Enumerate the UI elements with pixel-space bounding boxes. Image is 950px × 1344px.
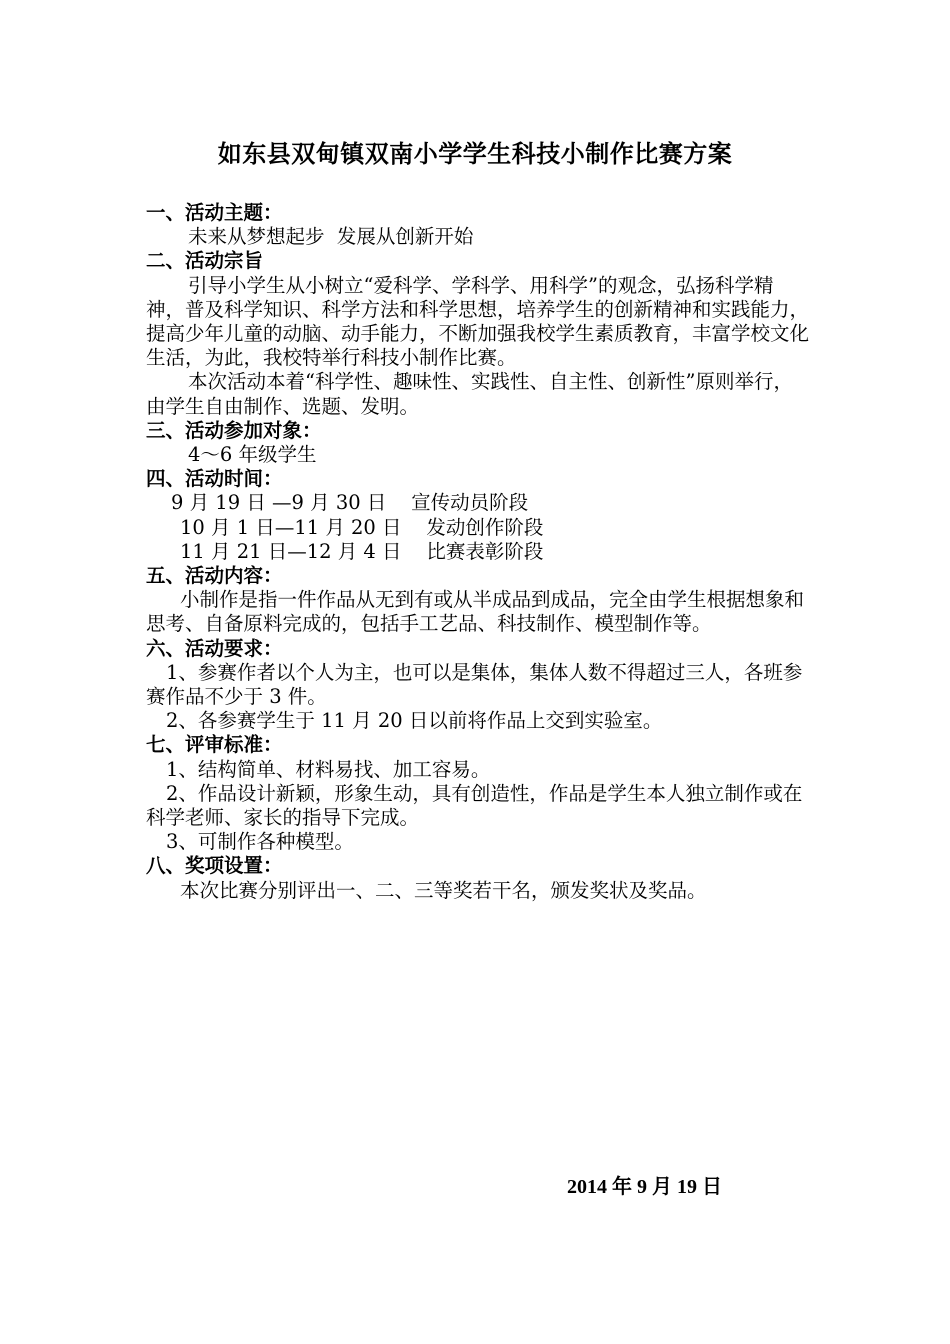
section-requirements-heading: 六、活动要求： [146,636,283,660]
requirement-item: 2、各参赛学生于 11 月 20 日以前将作品上交到实验室。 [166,709,663,733]
section-participants-heading: 三、活动参加对象： [146,418,322,442]
criteria-item: 1、结构简单、材料易找、加工容易。 [166,757,491,781]
schedule-item: 9 月 19 日 —9 月 30 日 宣传动员阶段 [171,491,529,515]
section-awards-heading: 八、奖项设置： [146,854,283,878]
section-criteria-heading: 七、评审标准： [146,733,283,757]
document-body [146,201,810,903]
section-purpose-paragraph-2: 本次活动本着“科学性、趣味性、实践性、自主性、创新性”原则举行，由学生自由制作、选题、发明。 [146,370,793,418]
criteria-item: 3、可制作各种模型。 [166,830,354,854]
criteria-item: 2、作品设计新颖，形象生动，具有创造性，作品是学生本人独立制作或在科学老师、家长的指导下完成。 [146,781,803,830]
section-content-heading: 五、活动内容： [146,564,283,588]
section-theme-heading: 一、活动主题： [146,201,283,224]
document-date: 2014 年 9 月 19 日 [567,1176,722,1198]
section-participants-text: 4～6 年级学生 [188,443,317,467]
section-theme-text: 未来从梦想起步 发展从创新开始 [188,225,474,249]
schedule-item: 11 月 21 日—12 月 4 日 比赛表彰阶段 [180,539,544,563]
section-awards-text: 本次比赛分别评出一、二、三等奖若干名，颁发奖状及奖品。 [180,878,707,902]
section-content-text: 小制作是指一件作品从无到有或从半成品到成品，完全由学生根据想象和思考、自备原料完成的，包括手工艺品、科技制作、模型制作等。 [146,588,805,636]
section-purpose-paragraph-1: 引导小学生从小树立“爱科学、学科学、用科学”的观念，弘扬科学精神，普及科学知识、科学方法和科学思想，培养学生的创新精神和实践能力，提高少年儿童的动脑、动手能力，不断加强我校学生素质教育，丰富学校文化生活，为此，我校特举行科技小制作比赛。 [146,273,810,370]
requirement-item: 1、参赛作者以个人为主，也可以是集体，集体人数不得超过三人，各班参赛作品不少于 3 件。 [146,660,803,709]
document-title: 如东县双甸镇双南小学学生科技小制作比赛方案 [217,139,733,168]
section-purpose-heading: 二、活动宗旨 [146,249,264,273]
section-schedule-heading: 四、活动时间： [146,467,283,491]
schedule-item: 10 月 1 日—11 月 20 日 发动创作阶段 [180,515,544,539]
